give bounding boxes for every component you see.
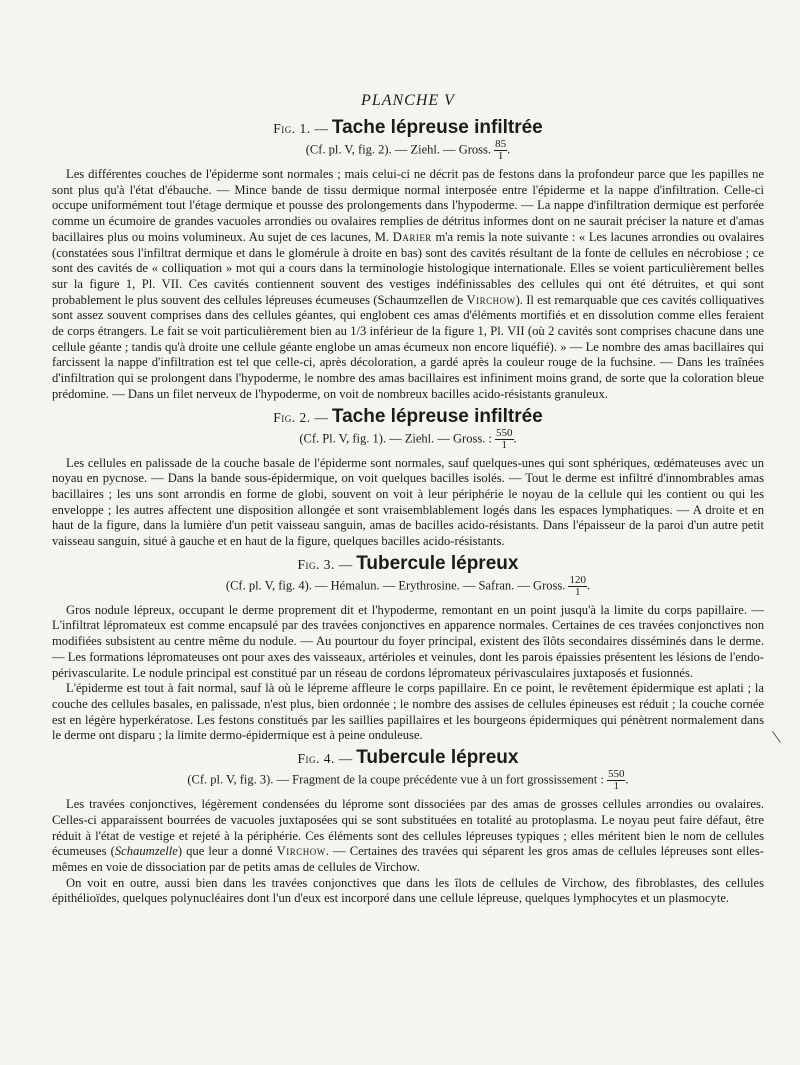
fig1-paragraph — [52, 167, 764, 403]
document-page — [52, 92, 764, 907]
fig2-mag-num: 550 — [496, 426, 513, 439]
fig4-paragraph-2: On voit en outre, aussi bien dans les travées conjonctives que dans les îlots de cellules de Virchow, des fibroblastes, des cellules épithélioïdes, quelques polynucléaires dont l'un d'eux est incorporé dans une cellule lépreuse, quelques lymphocytes et un plasmocyte. — [52, 875, 764, 906]
fig4-ref-text: (Cf. pl. V, fig. 3). — Fragment de la coupe précédente vue à un fort grossissement : — [187, 772, 604, 787]
fig4-mag-den: 1 — [613, 780, 619, 793]
fig4-reference: (Cf. pl. V, fig. 3). — Fragment de la coupe précédente vue à un fort grossissement : $\frac{550}{1}$ . — [187, 768, 629, 793]
fig1-text-c: ). Il est remarquable que ces cavités colliquatives sont assez souvent comprises dans des cellules géantes, qui englobent ces amas d'éléments mortifiés et en dissolution comme elles feraient de corps étrangers. Le fait se voit particulièrement bien au 1/3 inférieur de la figure 1, Pl. VII (où 2 cavités sont comprises chacune dans une cellule géante ; tandis qu'à droite une cellule géante englobe un amas écumeux non encore liquéfié). » — Le nombre des amas bacillaires qui farcissent la nappe d'infiltration est tel que celle-ci, après décoloration, a gardé après la couleur rouge de la fuchsine. — Dans les traînées d'infiltration qui se prolongent dans l'hypoderme, le nombre des amas bacillaires est infiniment moins grand, de sorte que la coloration bleue prédomine. — Dans un filet nerveux de l'hypoderme, on voit de nombreux bacilles acido-résistants granuleux. — [52, 292, 764, 401]
fig1-ref-text: (Cf. pl. V, fig. 2). — Ziehl. — Gross. — [305, 142, 492, 157]
fig4-label: Fig. 4. — — [297, 751, 353, 767]
fig1-magnification — [494, 139, 507, 162]
fig1-heading — [52, 118, 764, 139]
fig2-reference: (Cf. Pl. V, fig. 1). — Ziehl. — Gross. : $\frac{550}{1}$ . — [299, 426, 517, 451]
fig2-mag-den: 1 — [501, 438, 508, 451]
fig4-magnification — [607, 769, 626, 792]
fig2-heading — [52, 407, 764, 428]
fig4-term-schaumzelle: Schaumzelle — [114, 844, 178, 859]
fig1-mag-num: 85 — [495, 138, 507, 150]
fig4-text-b: ) que leur a donné — [177, 844, 273, 859]
fig2-label: Fig. 2. — — [273, 409, 329, 425]
fig3-paragraph-1: Gros nodule lépreux, occupant le derme proprement dit et l'hypoderme, remontant en un point jusqu'à la limite du corps papillaire. — L'infiltrat lépromateux est comme encapsulé par des travées conjonctives en apparence normales. Certaines de ces travées conjonctives non modifiées subsistent au centre même du nodule. — Au pourtour du foyer principal, existent des îlôts secondaires disséminés dans le derme. — Les formations lépromateuses ont pour axes des vaisseaux, artérioles et veinules, dont les parois épaissies présentent les lésions de l'endo-périvascularite. Le nodule principal est constitué par un réseau de cordons lépromateux périvasculaires juxtaposés et fusionnés. — [52, 602, 764, 680]
plate-title: PLANCHE V — [361, 92, 455, 109]
fig2-magnification — [495, 428, 514, 451]
fig1-text-a: Les différentes couches de l'épiderme sont normales ; mais celui-ci ne décrit pas de festons dans la profondeur parce que les papilles ne sont plus qu'à l'état d'ébauche. — Mince bande de tissu dermique normal interposée entre l'épiderme et la nappe d'infiltration. Celle-ci occupe uniformément tout l'étage dermique et pousse des prolongements dans l'hypoderme. — La nappe d'infiltration dermique est perforée comme un écumoire de grandes vacuoles arrondies ou ovalaires remplies de détritus informes dont on ne saurait préciser la nature et d'amas bacillaires plus ou moins volumineux. Au sujet de ces lacunes, M. — [52, 167, 764, 244]
fig1-mag-den: 1 — [497, 150, 504, 162]
fig3-title: Tubercule lépreux — [356, 552, 519, 574]
fig3-reference: (Cf. pl. V, fig. 4). — Hémalun. — Erythrosine. — Safran. — Gross. $\frac{120}{1}$ . — [225, 573, 591, 598]
fig1-label: Fig. 1. — — [273, 121, 329, 136]
fig1-reference: (Cf. pl. V, fig. 2). — Ziehl. — Gross. $\frac{85}{1}$ . — [305, 138, 511, 162]
fig4-text-c: . — Certaines des travées qui séparent les gros amas de cellules lépreuses sont elles-mêmes en voie de dissociation par de petits amas de cellules de Virchow. — [52, 844, 764, 874]
fig1-title: Tache lépreuse infiltrée — [331, 117, 543, 138]
fig4-title: Tubercule lépreux — [356, 747, 519, 769]
fig4-text-a: Les travées conjonctives, légèrement condensées du léprome sont dissociées par des amas de grosses cellules arrondies ou ovalaires. Celles-ci apparaissent bourrées de vacuoles juxtaposées qui se sont substituées en totalité au protoplasma. Le noyau peut faire défaut, être réduit à l'état de vestige et rejeté à la périphérie. Ces éléments sont des cellules lépreuses typiques ; elles méritent bien le nom de cellules écumeuses ( — [52, 797, 764, 859]
fig1-name-virchow: Virchow — [466, 292, 516, 307]
fig3-heading — [52, 554, 764, 575]
fig3-paragraph-2: L'épiderme est tout à fait normal, sauf là où le lépreme affleure le corps papillaire. En ce point, le revêtement épidermique est aplati ; la couche des cellules basales, en palissade, n'est plus, bien ordonnée ; le nombre des assises de cellules épineuses est réduit ; la couche cornée est en légère hyperkératose. Les festons constitués par les saillies papillaires et les bourgeons épidermiques qui pénètrent normalement dans le derme ont disparu ; la limite dermo-épidermique est à peine onduleuse. — [52, 681, 764, 743]
fig2-paragraph: Les cellules en palissade de la couche basale de l'épiderme sont normales, sauf quelques-unes qui sont sphériques, œdémateuses avec un noyau en pycnose. — Dans la bande sous-épidermique, on voit quelques bacilles isolés. — Tout le derme est infiltré d'innombrables amas bacillaires ; les uns sont arrondis en forme de globi, souvent on voit à leur périphérie le noyau de la cellule qui les contient ou qui les enveloppe ; les autres affectent une disposition allongée et sont vraisemblablement logés dans les espaces lymphatiques. — A droite et en haut de la figure, dans la lumière d'un petit vaisseau sanguin, amas de bacilles acido-résistants. Dans l'épaisseur de la paroi d'un autre petit vaisseau sanguin, situé à gauche et en haut de la figure, quelques bacilles acido-résistants. — [52, 455, 764, 549]
fig2-ref-text: (Cf. Pl. V, fig. 1). — Ziehl. — Gross. : — [299, 430, 492, 445]
margin-mark — [772, 731, 781, 743]
fig3-mag-den: 1 — [574, 585, 581, 598]
fig1-text-b: m'a remis la note suivante : « Les lacunes arrondies ou ovalaires (constatées sous l'infiltrat dermique et dans le glomérule à droite en bas) sont des cavités résultant de la fonte de cellules en nécrobiose ; ce sont des cavités de « colliquation » mot qui a cours dans la terminologie histologique internationale. Elles se voient particulièrement belles sur la figure 1, Pl. VII. Ces cavités contiennent souvent des vestiges indéfinissables des cellules qui ont été détruites, et qui sont probablement le plus souvent des cellules lépreuses écumeuses (Schaumzellen de — [52, 229, 765, 307]
fig1-name-darier: Darier — [392, 229, 432, 244]
fig3-magnification — [568, 575, 587, 598]
fig4-heading — [52, 748, 764, 769]
fig3-mag-num: 120 — [569, 573, 586, 586]
fig4-name-virchow: Virchow — [276, 844, 326, 859]
fig4-mag-num: 550 — [607, 768, 625, 781]
fig3-ref-text: (Cf. pl. V, fig. 4). — Hémalun. — Erythrosine. — Safran. — Gross. — [225, 578, 566, 593]
fig2-title: Tache lépreuse infiltrée — [331, 405, 543, 427]
fig3-label: Fig. 3. — — [297, 556, 353, 572]
fig4-paragraph-1 — [52, 797, 764, 876]
